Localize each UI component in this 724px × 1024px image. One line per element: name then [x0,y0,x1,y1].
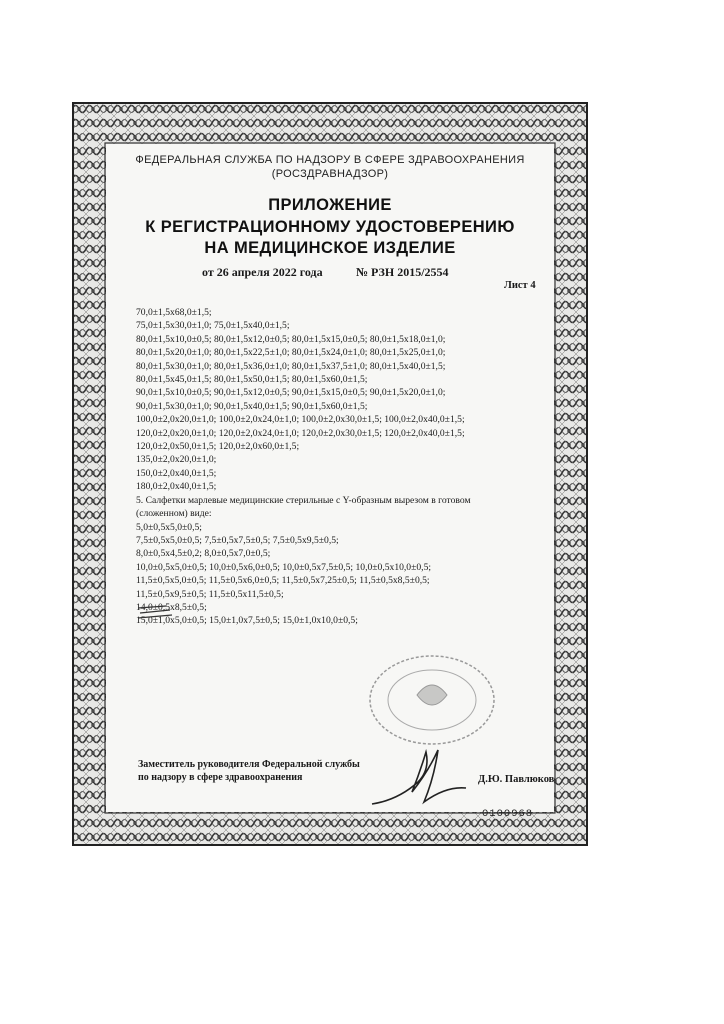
title-line-2: К РЕГИСТРАЦИОННОМУ УДОСТОВЕРЕНИЮ [145,218,515,236]
section-heading-cont: (сложенном) виде: [136,508,212,520]
list-line: 100,0±2,0x20,0±1,0; 100,0±2,0x24,0±1,0; 100,0±2,0x30,0±1,5; 100,0±2,0x40,0±1,5; [136,414,465,426]
line-end-scribble [136,602,176,622]
list-line: 180,0±2,0x40,0±1,5; [136,481,217,493]
list-line: 135,0±2,0x20,0±1,0; [136,454,217,466]
signature-icon [368,742,478,812]
list-line: 15,0±1,0x5,0±0,5; 15,0±1,0x7,5±0,5; 15,0±1,0x10,0±0,5; [136,615,358,627]
list-line: 7,5±0,5x5,0±0,5; 7,5±0,5x7,5±0,5; 7,5±0,5x9,5±0,5; [136,534,339,546]
list-line: 11,5±0,5x5,0±0,5; 11,5±0,5x6,0±0,5; 11,5±0,5x7,25±0,5; 11,5±0,5x8,5±0,5; [136,575,430,587]
title-line-3: НА МЕДИЦИНСКОЕ ИЗДЕЛИЕ [204,239,456,257]
list-line: 90,0±1,5x30,0±1,0; 90,0±1,5x40,0±1,5; 90,0±1,5x60,0±1,5; [136,400,368,412]
list-line: 150,0±2,0x40,0±1,5; [136,467,217,479]
list-line: 5,0±0,5x5,0±0,5; [136,521,202,533]
list-line: 120,0±2,0x50,0±1,5; 120,0±2,0x60,0±1,5; [136,441,300,453]
list-line: 10,0±0,5x5,0±0,5; 10,0±0,5x6,0±0,5; 10,0±0,5x7,5±0,5; 10,0±0,5x10,0±0,5; [136,561,432,573]
registration-number: № РЗН 2015/2554 [356,265,449,279]
agency-abbreviation: (РОСЗДРАВНАДЗОР) [271,168,389,180]
dimensions-list [136,306,556,628]
list-line: 8,0±0,5x4,5±0,2; 8,0±0,5x7,0±0,5; [136,548,271,560]
issue-date: от 26 апреля 2022 года [202,265,323,279]
list-line: 90,0±1,5x10,0±0,5; 90,0±1,5x12,0±0,5; 90,0±1,5x15,0±0,5; 90,0±1,5x20,0±1,0; [136,387,446,399]
certificate-sheet [72,102,588,846]
form-serial-number: 0100968 [482,808,534,820]
list-line: 70,0±1,5x68,0±1,5; [136,307,212,318]
section-heading: 5. Салфетки марлевые медицинские стерильные с Y-образным вырезом в готовом [136,494,471,506]
position-line-1: Заместитель руководителя Федеральной службы [138,759,360,770]
list-line: 80,0±1,5x45,0±1,5; 80,0±1,5x50,0±1,5; 80,0±1,5x60,0±1,5; [136,374,368,386]
list-line: 80,0±1,5x30,0±1,0; 80,0±1,5x36,0±1,0; 80,0±1,5x37,5±1,0; 80,0±1,5x40,0±1,5; [136,360,446,372]
list-line: 80,0±1,5x10,0±0,5; 80,0±1,5x12,0±0,5; 80,0±1,5x15,0±0,5; 80,0±1,5x18,0±1,0; [136,333,446,345]
list-line: 14,0±0,5x8,5±0,5; [136,601,207,613]
signatory-position [138,758,360,784]
title-line-1: ПРИЛОЖЕНИЕ [268,196,392,214]
sheet-number: Лист 4 [504,280,536,291]
agency-name: ФЕДЕРАЛЬНАЯ СЛУЖБА ПО НАДЗОРУ В СФЕРЕ ЗДРАВООХРАНЕНИЯ [135,154,525,166]
list-line: 75,0±1,5x30,0±1,0; 75,0±1,5x40,0±1,5; [136,320,290,332]
list-line: 80,0±1,5x20,0±1,0; 80,0±1,5x22,5±1,0; 80,0±1,5x24,0±1,0; 80,0±1,5x25,0±1,0; [136,347,446,359]
position-line-2: по надзору в сфере здравоохранения [138,772,303,783]
list-line: 120,0±2,0x20,0±1,0; 120,0±2,0x24,0±1,0; 120,0±2,0x30,0±1,5; 120,0±2,0x40,0±1,5; [136,427,465,439]
signatory-name: Д.Ю. Павлюков [478,774,555,785]
official-seal-icon [362,650,502,750]
list-line: 11,5±0,5x9,5±0,5; 11,5±0,5x11,5±0,5; [136,588,284,600]
